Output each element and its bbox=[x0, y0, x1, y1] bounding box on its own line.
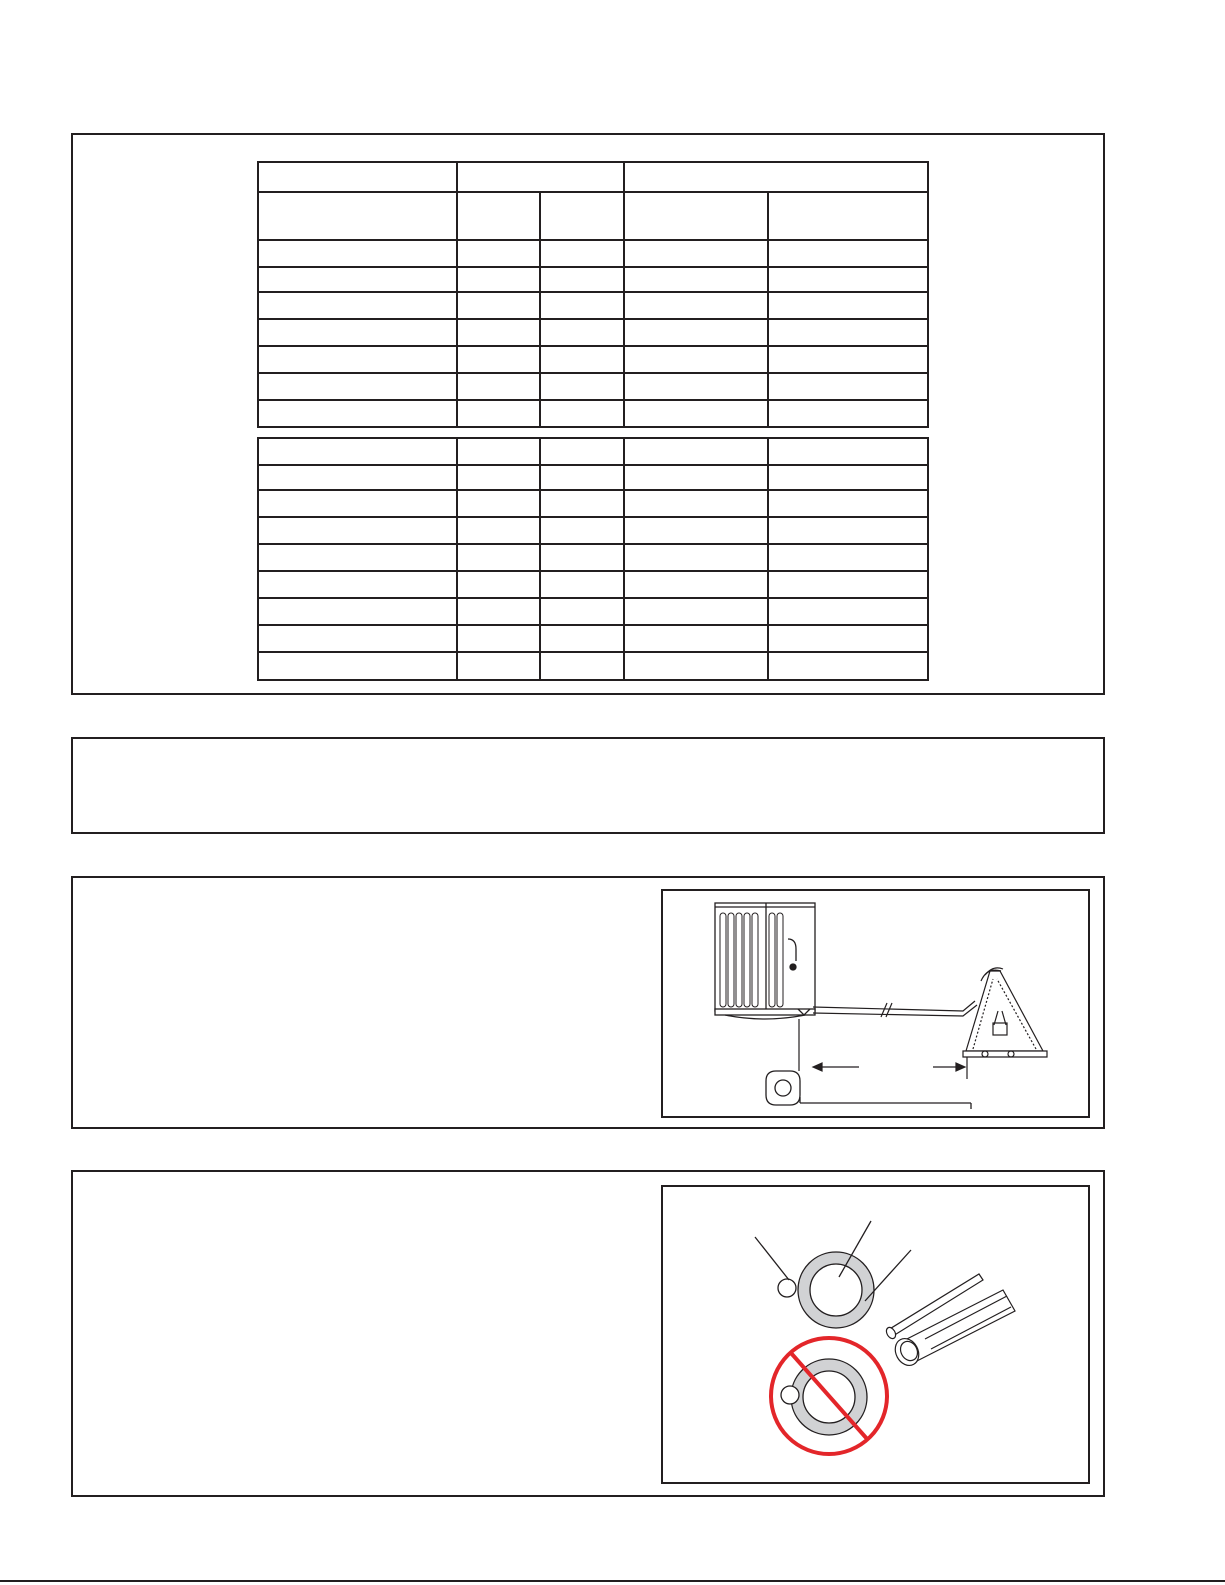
table-cell bbox=[768, 346, 928, 373]
table-cell bbox=[258, 438, 457, 465]
table-cell bbox=[540, 346, 624, 373]
tape-measure-icon bbox=[766, 1071, 971, 1109]
table-row bbox=[258, 400, 928, 427]
table-header-row bbox=[258, 162, 928, 192]
table-cell bbox=[540, 490, 624, 517]
table-cell bbox=[540, 267, 624, 292]
table-cell bbox=[258, 400, 457, 427]
table-cell bbox=[258, 490, 457, 517]
small-tube-icon bbox=[778, 1279, 796, 1297]
indoor-coil-icon bbox=[963, 968, 1047, 1057]
table-cell bbox=[624, 625, 768, 652]
table-header-cell bbox=[624, 162, 928, 192]
table-cell bbox=[624, 544, 768, 571]
leader-insulation bbox=[865, 1250, 911, 1301]
table-cell bbox=[457, 267, 540, 292]
table-row bbox=[258, 517, 928, 544]
table-row bbox=[258, 652, 928, 680]
line-size-table-bottom bbox=[257, 437, 929, 681]
table-cell bbox=[768, 517, 928, 544]
table-subheader-cell bbox=[457, 192, 540, 240]
table-cell bbox=[540, 240, 624, 267]
table-cell bbox=[540, 373, 624, 400]
table-cell bbox=[624, 240, 768, 267]
table-cell bbox=[540, 544, 624, 571]
table-cell bbox=[457, 652, 540, 680]
page-bottom-rule bbox=[0, 1580, 1225, 1582]
table-header-cell bbox=[258, 162, 457, 192]
table-cell bbox=[258, 652, 457, 680]
table-row bbox=[258, 319, 928, 346]
table-cell bbox=[457, 490, 540, 517]
table-cell bbox=[768, 465, 928, 490]
table-cell bbox=[457, 319, 540, 346]
table-row bbox=[258, 240, 928, 267]
table-cell bbox=[540, 598, 624, 625]
table-cell bbox=[258, 267, 457, 292]
table-cell bbox=[624, 400, 768, 427]
table-subheader-cell bbox=[540, 192, 624, 240]
table-cell bbox=[768, 571, 928, 598]
table-row bbox=[258, 292, 928, 319]
table-row bbox=[258, 267, 928, 292]
outdoor-unit-icon bbox=[715, 903, 815, 1019]
table-cell bbox=[768, 267, 928, 292]
table-cell bbox=[624, 346, 768, 373]
table-cell bbox=[768, 625, 928, 652]
table-row bbox=[258, 465, 928, 490]
table-row bbox=[258, 373, 928, 400]
table-cell bbox=[258, 292, 457, 319]
table-cell bbox=[258, 598, 457, 625]
table-subheader-row bbox=[258, 192, 928, 240]
table-cell bbox=[457, 625, 540, 652]
correct-insulation-detail bbox=[755, 1221, 911, 1328]
table-cell bbox=[457, 240, 540, 267]
table-row bbox=[258, 598, 928, 625]
line-length-figure bbox=[661, 889, 1090, 1118]
table-cell bbox=[540, 319, 624, 346]
table-cell bbox=[457, 438, 540, 465]
table-cell bbox=[457, 598, 540, 625]
table-cell bbox=[457, 465, 540, 490]
table-cell bbox=[258, 544, 457, 571]
table-cell bbox=[768, 400, 928, 427]
table-cell bbox=[540, 517, 624, 544]
table-subheader-cell bbox=[258, 192, 457, 240]
measurement-indicator bbox=[799, 1019, 967, 1079]
table-cell bbox=[258, 319, 457, 346]
table-cell bbox=[768, 652, 928, 680]
large-tube-icon bbox=[810, 1264, 862, 1316]
table-cell bbox=[540, 400, 624, 427]
table-cell bbox=[258, 517, 457, 544]
table-row bbox=[258, 438, 928, 465]
table-cell bbox=[768, 292, 928, 319]
line-length-section-box bbox=[71, 876, 1105, 1129]
table-header-cell bbox=[457, 162, 624, 192]
table-cell bbox=[624, 438, 768, 465]
table-cell bbox=[258, 240, 457, 267]
table-cell bbox=[624, 292, 768, 319]
table-row bbox=[258, 544, 928, 571]
table-cell bbox=[457, 373, 540, 400]
table-cell bbox=[540, 465, 624, 490]
table-cell bbox=[457, 292, 540, 319]
leader-small-tube bbox=[755, 1237, 789, 1280]
table-cell bbox=[768, 598, 928, 625]
table-cell bbox=[258, 625, 457, 652]
table-cell bbox=[768, 544, 928, 571]
table-cell bbox=[258, 571, 457, 598]
table-cell bbox=[624, 373, 768, 400]
table-cell bbox=[768, 240, 928, 267]
table-cell bbox=[457, 400, 540, 427]
table-row bbox=[258, 346, 928, 373]
table-cell bbox=[258, 346, 457, 373]
table-row bbox=[258, 490, 928, 517]
table-cell bbox=[768, 490, 928, 517]
table-subheader-cell bbox=[768, 192, 928, 240]
table-cell bbox=[540, 292, 624, 319]
line-set bbox=[813, 1001, 977, 1017]
table-section-box bbox=[71, 133, 1105, 695]
table-cell bbox=[540, 571, 624, 598]
line-length-drawing bbox=[663, 891, 1092, 1120]
table-cell bbox=[258, 465, 457, 490]
table-cell bbox=[540, 438, 624, 465]
line-size-table-top bbox=[257, 161, 929, 428]
table-cell bbox=[624, 571, 768, 598]
table-cell bbox=[624, 652, 768, 680]
table-cell bbox=[457, 571, 540, 598]
table-cell bbox=[624, 267, 768, 292]
table-cell bbox=[624, 598, 768, 625]
table-cell bbox=[457, 346, 540, 373]
note-box bbox=[71, 737, 1105, 834]
table-cell bbox=[624, 465, 768, 490]
tubing-pair-icon bbox=[885, 1274, 1015, 1370]
table-cell bbox=[768, 438, 928, 465]
table-cell bbox=[768, 319, 928, 346]
table-subheader-cell bbox=[624, 192, 768, 240]
table-cell bbox=[457, 517, 540, 544]
insulation-figure bbox=[661, 1185, 1090, 1484]
table-cell bbox=[624, 319, 768, 346]
table-cell bbox=[624, 490, 768, 517]
table-cell bbox=[540, 652, 624, 680]
table-row bbox=[258, 625, 928, 652]
table-cell bbox=[258, 373, 457, 400]
table-cell bbox=[457, 544, 540, 571]
table-cell bbox=[768, 373, 928, 400]
table-row bbox=[258, 571, 928, 598]
insulation-section-box bbox=[71, 1170, 1105, 1497]
table-cell bbox=[624, 517, 768, 544]
table-cell bbox=[540, 625, 624, 652]
insulation-drawing bbox=[663, 1187, 1092, 1486]
